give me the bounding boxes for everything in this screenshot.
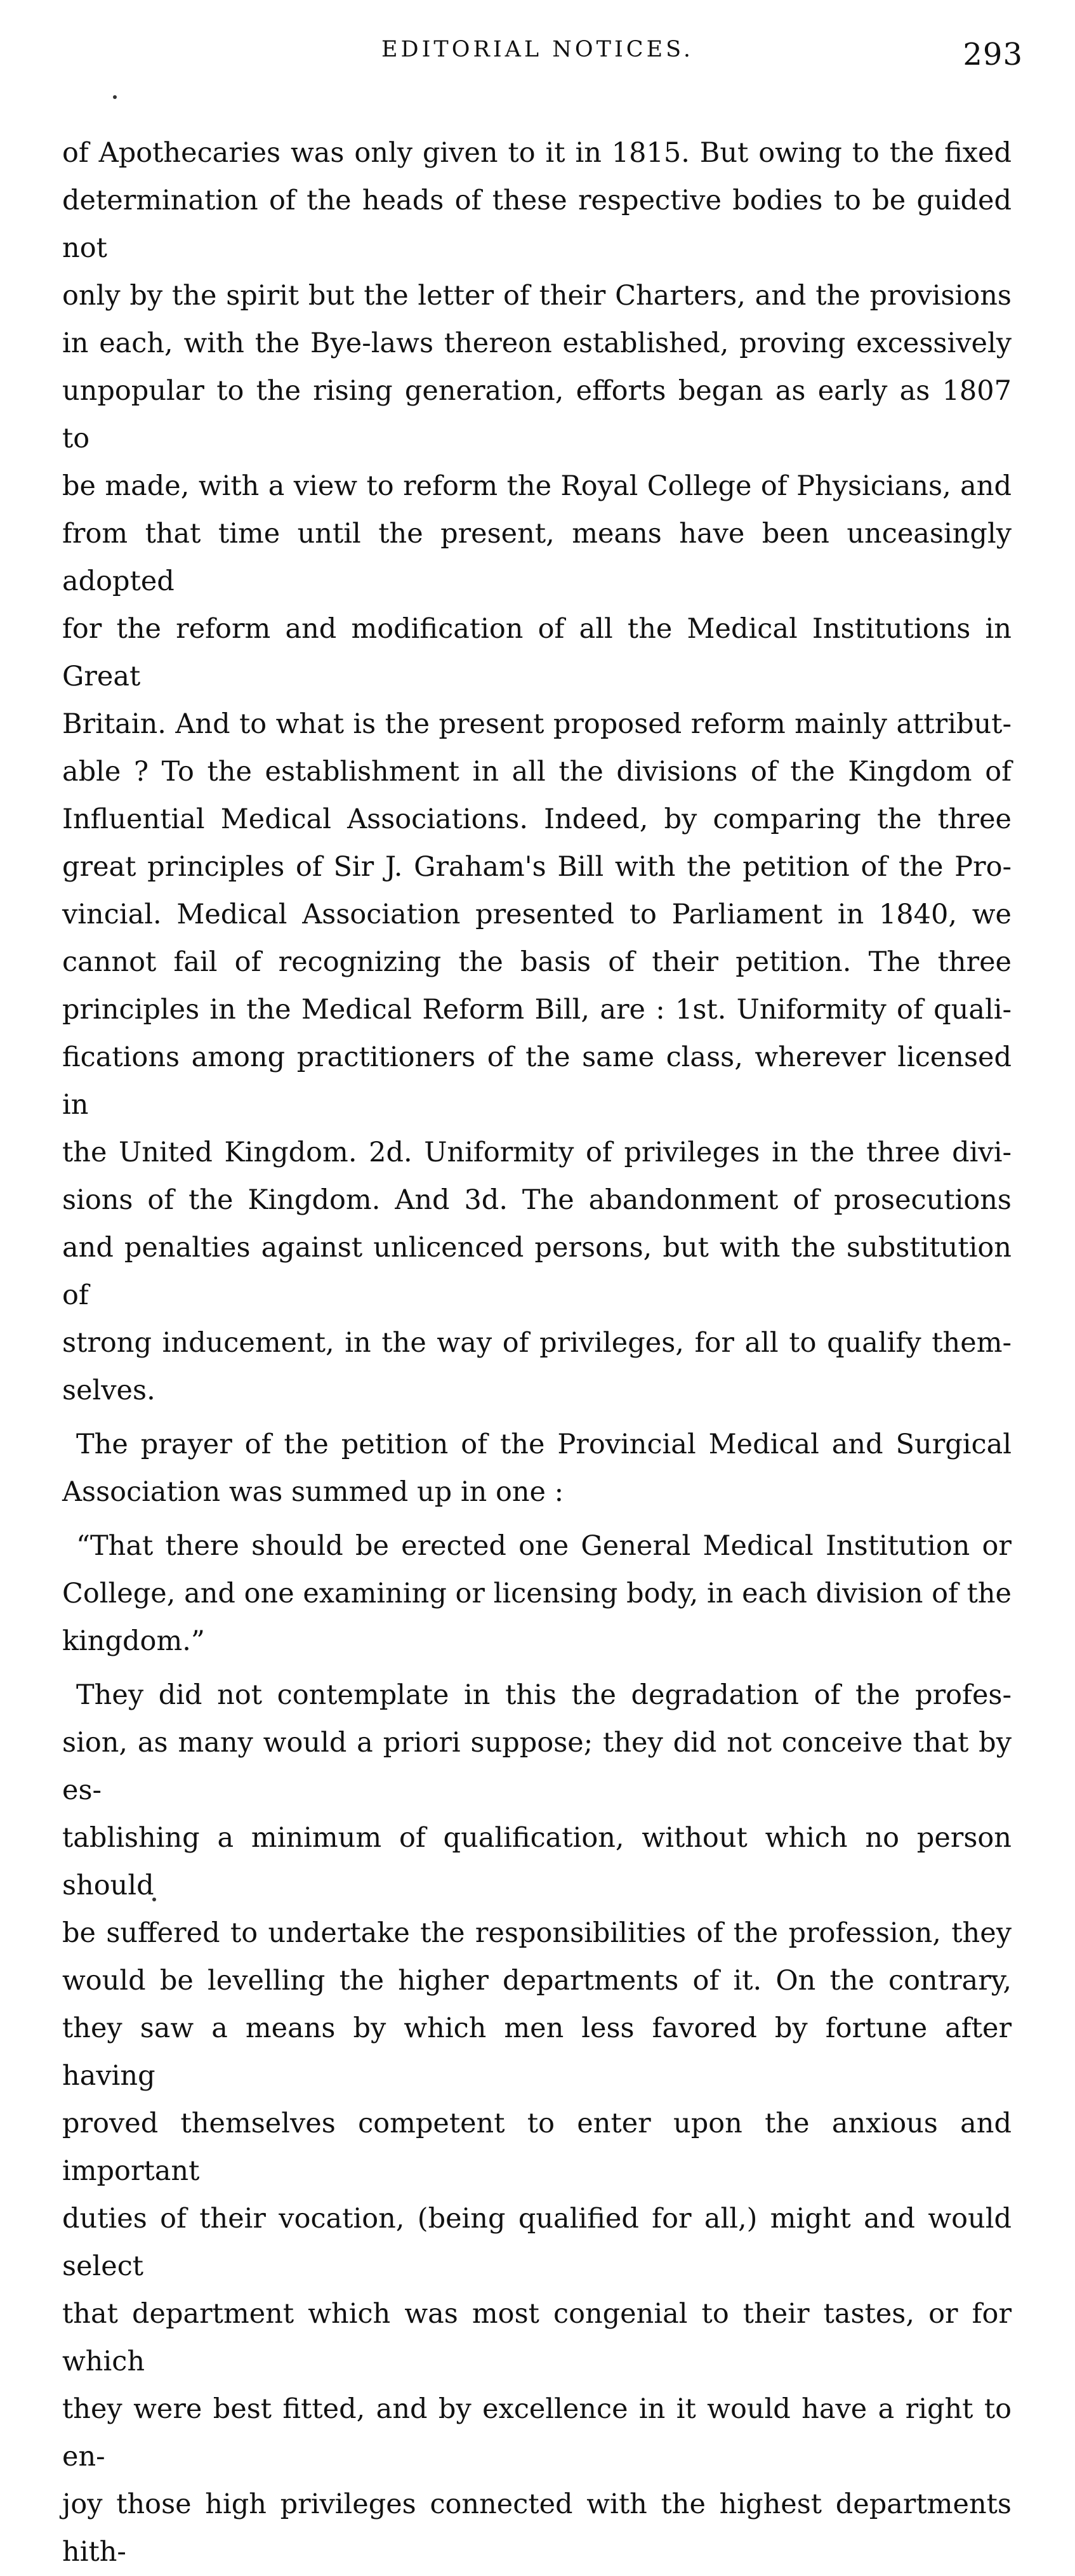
block-quote xyxy=(62,1522,1012,1665)
text-line: The prayer of the petition of the Provincial Medical and Surgical xyxy=(76,1429,1012,1460)
text-line: they saw a means by which men less favored by fortune after having xyxy=(62,2012,1012,2092)
text-line: in each, with the Bye-laws thereon established, proving excessively xyxy=(62,327,1012,359)
text-line: “That there should be erected one General Medical Institution or xyxy=(76,1530,1012,1562)
text-line: determination of the heads of these respective bodies to be guided not xyxy=(62,185,1012,264)
text-line: only by the spirit but the letter of their Charters, and the provisions xyxy=(62,280,1012,312)
running-header xyxy=(0,37,1075,100)
text-line: Influential Medical Associations. Indeed, by comparing the three xyxy=(62,803,1012,835)
text-line: vincial. Medical Association presented to Parliament in 1840, we xyxy=(62,899,1012,930)
text-line: fications among practitioners of the same class, wherever licensed in xyxy=(62,1041,1012,1121)
text-line: principles in the Medical Reform Bill, are : 1st. Uniformity of quali- xyxy=(62,994,1012,1026)
text-line: strong inducement, in the way of privileges, for all to qualify them- xyxy=(62,1327,1012,1359)
text-line: they were best fitted, and by excellence in it would have a right to en- xyxy=(62,2393,1012,2473)
text-line: selves. xyxy=(62,1375,155,1406)
text-line: duties of their vocation, (being qualified for all,) might and would select xyxy=(62,2203,1012,2282)
text-line: of Apothecaries was only given to it in 1815. But owing to the fixed xyxy=(62,137,1012,169)
running-head-title: EDITORIAL NOTICES. xyxy=(381,37,694,62)
page-body xyxy=(62,129,1012,2576)
text-line: be made, with a view to reform the Royal College of Physicians, and xyxy=(62,470,1012,502)
text-line: great principles of Sir J. Graham's Bill with the petition of the Pro- xyxy=(62,851,1012,883)
page-number: 293 xyxy=(963,37,1023,72)
text-line: and penalties against unlicenced persons, but with the substitution of xyxy=(62,1232,1012,1311)
paragraph-3 xyxy=(62,1672,1012,2576)
text-line: They did not contemplate in this the degradation of the profes- xyxy=(76,1679,1012,1711)
text-line: be suffered to undertake the responsibilities of the profession, they xyxy=(62,1917,1012,1949)
text-line: Britain. And to what is the present proposed reform mainly attribut- xyxy=(62,708,1012,740)
text-line: kingdom.” xyxy=(62,1625,205,1657)
text-line: sions of the Kingdom. And 3d. The abandonment of prosecutions xyxy=(62,1184,1012,1216)
text-line: for the reform and modification of all the Medical Institutions in Great xyxy=(62,613,1012,692)
text-line: tablishing a minimum of qualification, without which no person should xyxy=(62,1822,1012,1901)
text-line: able ? To the establishment in all the divisions of the Kingdom of xyxy=(62,756,1012,788)
paragraph-1 xyxy=(62,129,1012,1415)
text-line: Association was summed up in one : xyxy=(62,1476,564,1508)
text-line: would be levelling the higher departments of it. On the contrary, xyxy=(62,1965,1012,1997)
text-line: the United Kingdom. 2d. Uniformity of privileges in the three divi- xyxy=(62,1137,1012,1168)
text-line: sion, as many would a priori suppose; they did not conceive that by es- xyxy=(62,1727,1012,1806)
text-line: joy those high privileges connected with the highest departments hith- xyxy=(62,2488,1012,2568)
text-line: from that time until the present, means have been unceasingly adopted xyxy=(62,518,1012,597)
text-line: proved themselves competent to enter upon the anxious and important xyxy=(62,2108,1012,2187)
speck-mark xyxy=(113,95,117,99)
text-line: unpopular to the rising generation, efforts began as early as 1807 to xyxy=(62,375,1012,454)
paragraph-2 xyxy=(62,1421,1012,1516)
text-line: cannot fail of recognizing the basis of their petition. The three xyxy=(62,946,1012,978)
text-line: College, and one examining or licensing body, in each division of the xyxy=(62,1578,1012,1609)
text-line: that department which was most congenial to their tastes, or for which xyxy=(62,2298,1012,2377)
